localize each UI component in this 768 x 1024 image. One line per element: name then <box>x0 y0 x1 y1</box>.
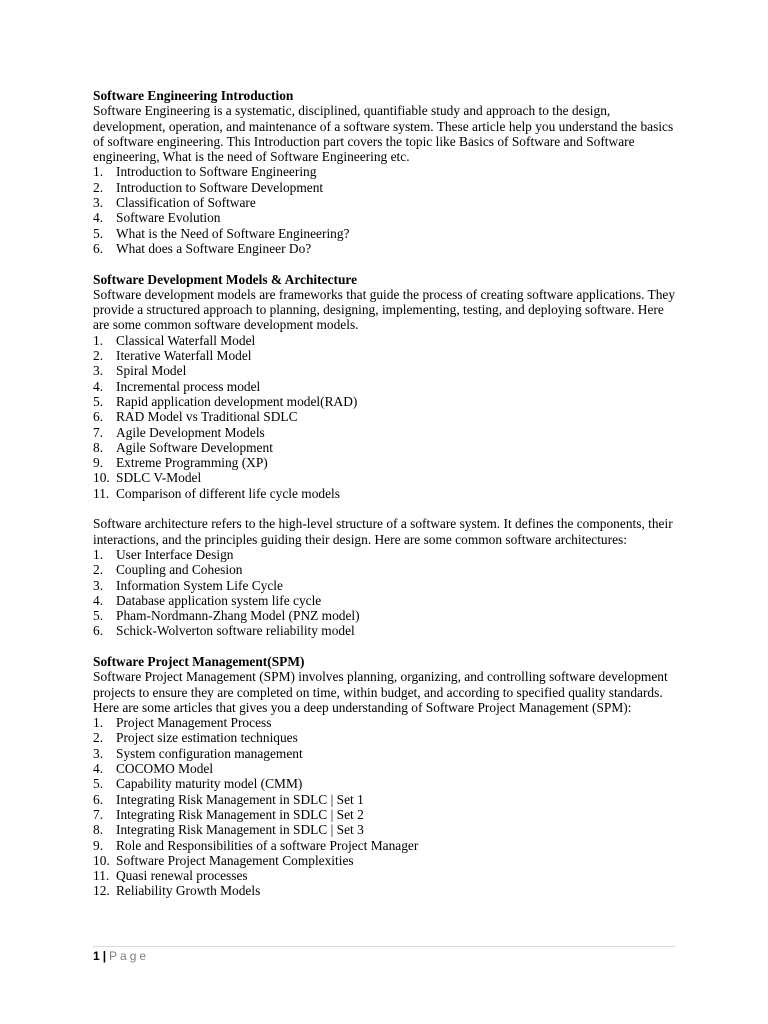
list-item <box>93 792 678 807</box>
list-item <box>93 730 678 745</box>
section-heading: Software Development Models & Architecture <box>93 271 358 287</box>
list-item <box>93 394 678 409</box>
list-item-text: Iterative Waterfall Model <box>116 348 252 364</box>
list-item <box>93 868 678 883</box>
list-item-number: 1. <box>93 546 104 562</box>
list-item-number: 3. <box>93 577 104 593</box>
list-item-text: Agile Development Models <box>116 424 265 440</box>
list-item-text: Rapid application development model(RAD) <box>116 393 358 409</box>
list-item-number: 10. <box>93 470 110 486</box>
list-item-text: RAD Model vs Traditional SDLC <box>116 409 298 425</box>
list-item <box>93 746 678 761</box>
list-item-number: 3. <box>93 195 104 211</box>
list-item-text: SDLC V-Model <box>116 470 202 486</box>
list-item-number: 7. <box>93 806 104 822</box>
list-item-text: Classical Waterfall Model <box>116 332 256 348</box>
list-item-text: Incremental process model <box>116 378 261 394</box>
section-paragraph: Software development models are frameworks that guide the process of creating software applications. They provide a structured approach to planning, designing, implementing, testing, and deploying software. Here are some common software development models. <box>93 286 676 333</box>
list-item-text: Comparison of different life cycle models <box>116 485 340 501</box>
list-item <box>93 822 678 837</box>
section-paragraph: Software Project Management (SPM) involves planning, organizing, and controlling software development projects to ensure they are completed on time, within budget, and according to specified quality standards. Here are some articles that gives you a deep understanding of Software Project Management (SPM): <box>93 669 668 715</box>
list-item <box>93 379 678 394</box>
section-heading: Software Engineering Introduction <box>93 88 294 103</box>
list-item-text: System configuration management <box>116 745 303 761</box>
list-item <box>93 883 678 898</box>
list-item <box>93 348 678 363</box>
list-item-number: 12. <box>93 883 110 899</box>
list-item-text: Spiral Model <box>116 363 187 379</box>
list-item-number: 9. <box>93 837 104 853</box>
list-item-text: Quasi renewal processes <box>116 868 248 884</box>
list-item <box>93 226 678 241</box>
section-development-models <box>93 272 678 501</box>
list-item <box>93 241 678 256</box>
list-item <box>93 363 678 378</box>
list-item-number: 2. <box>93 179 104 195</box>
section-project-management <box>93 654 678 899</box>
list-item-text: Project size estimation techniques <box>116 730 298 746</box>
list-item-text: Pham-Nordmann-Zhang Model (PNZ model) <box>116 608 360 624</box>
list-item-text: Extreme Programming (XP) <box>116 455 268 471</box>
list-item-text: User Interface Design <box>116 546 234 562</box>
page-label: Page <box>109 949 150 963</box>
list-item-text: Coupling and Cohesion <box>116 562 243 578</box>
list-item-number: 6. <box>93 240 104 256</box>
blank-line <box>93 639 678 654</box>
list-item-number: 3. <box>93 363 104 379</box>
list-item <box>93 440 678 455</box>
list-item-text: Introduction to Software Engineering <box>116 164 317 180</box>
list-item-number: 11. <box>93 485 110 501</box>
list-item-number: 5. <box>93 608 104 624</box>
document-body <box>93 88 678 899</box>
list-item <box>93 608 678 623</box>
list-item-number: 1. <box>93 164 104 180</box>
list-item <box>93 210 678 225</box>
topic-list <box>93 715 678 899</box>
section-paragraph: Software Engineering is a systematic, disciplined, quantifiable study and approach to the design, development, operation, and maintenance of a software system. These article help you understand the basics of software engineering. This Introduction part covers the topic like Basics of Software and Software engineering, What is the need of Software Engineering etc. <box>93 103 674 165</box>
list-item <box>93 715 678 730</box>
section-paragraph: Software architecture refers to the high-level structure of a software system. It defines the components, their interactions, and the principles guiding their design. Here are some common software architectures: <box>93 516 673 547</box>
list-item <box>93 455 678 470</box>
list-item-number: 4. <box>93 761 104 777</box>
list-item <box>93 838 678 853</box>
page-footer <box>93 946 675 964</box>
section-heading: Software Project Management(SPM) <box>93 653 305 669</box>
list-item-text: Reliability Growth Models <box>116 883 261 899</box>
list-item <box>93 333 678 348</box>
list-item-number: 2. <box>93 562 104 578</box>
list-item <box>93 164 678 179</box>
list-item-number: 6. <box>93 623 104 639</box>
list-item-number: 5. <box>93 225 104 241</box>
list-item-text: Role and Responsibilities of a software Project Manager <box>116 837 419 853</box>
list-item-text: Capability maturity model (CMM) <box>116 776 303 792</box>
list-item-number: 6. <box>93 409 104 425</box>
list-item <box>93 547 678 562</box>
list-item-text: Software Project Management Complexities <box>116 852 354 868</box>
list-item <box>93 470 678 485</box>
list-item <box>93 409 678 424</box>
list-item-number: 8. <box>93 439 104 455</box>
page-number: 1 <box>93 949 100 963</box>
list-item <box>93 761 678 776</box>
list-item-number: 2. <box>93 348 104 364</box>
list-item-text: Information System Life Cycle <box>116 577 283 593</box>
list-item <box>93 623 678 638</box>
list-item <box>93 425 678 440</box>
list-item <box>93 807 678 822</box>
list-item <box>93 180 678 195</box>
list-item-number: 3. <box>93 745 104 761</box>
topic-list <box>93 333 678 501</box>
list-item-text: Software Evolution <box>116 210 221 226</box>
list-item <box>93 195 678 210</box>
list-item-number: 4. <box>93 592 104 608</box>
list-item <box>93 593 678 608</box>
list-item-text: Schick-Wolverton software reliability model <box>116 623 355 639</box>
list-item-number: 8. <box>93 822 104 838</box>
list-item <box>93 562 678 577</box>
list-item-text: COCOMO Model <box>116 761 214 777</box>
list-item-number: 4. <box>93 378 104 394</box>
blank-line <box>93 501 678 516</box>
list-item <box>93 776 678 791</box>
list-item-number: 6. <box>93 791 104 807</box>
list-item-number: 1. <box>93 715 104 731</box>
list-item-number: 5. <box>93 393 104 409</box>
topic-list <box>93 164 678 256</box>
footer-separator: | <box>102 949 107 963</box>
list-item-text: Integrating Risk Management in SDLC | Set 2 <box>116 806 364 822</box>
list-item <box>93 578 678 593</box>
section-software-architecture <box>93 516 678 638</box>
list-item <box>93 853 678 868</box>
list-item-text: What is the Need of Software Engineering? <box>116 225 350 241</box>
list-item-text: Introduction to Software Development <box>116 179 324 195</box>
list-item-number: 11. <box>93 868 110 884</box>
list-item-text: Project Management Process <box>116 715 272 731</box>
topic-list <box>93 547 678 639</box>
list-item-number: 2. <box>93 730 104 746</box>
list-item-text: What does a Software Engineer Do? <box>116 240 312 256</box>
list-item-number: 1. <box>93 332 104 348</box>
list-item-text: Classification of Software <box>116 195 256 211</box>
list-item-text: Integrating Risk Management in SDLC | Set 3 <box>116 822 364 838</box>
section-software-engineering-introduction <box>93 88 678 256</box>
list-item-text: Agile Software Development <box>116 439 273 455</box>
list-item-text: Database application system life cycle <box>116 592 322 608</box>
blank-line <box>93 256 678 271</box>
list-item-number: 10. <box>93 852 110 868</box>
list-item-text: Integrating Risk Management in SDLC | Set 1 <box>116 791 364 807</box>
list-item-number: 4. <box>93 210 104 226</box>
list-item-number: 5. <box>93 776 104 792</box>
list-item-number: 7. <box>93 424 104 440</box>
list-item <box>93 486 678 501</box>
list-item-number: 9. <box>93 455 104 471</box>
